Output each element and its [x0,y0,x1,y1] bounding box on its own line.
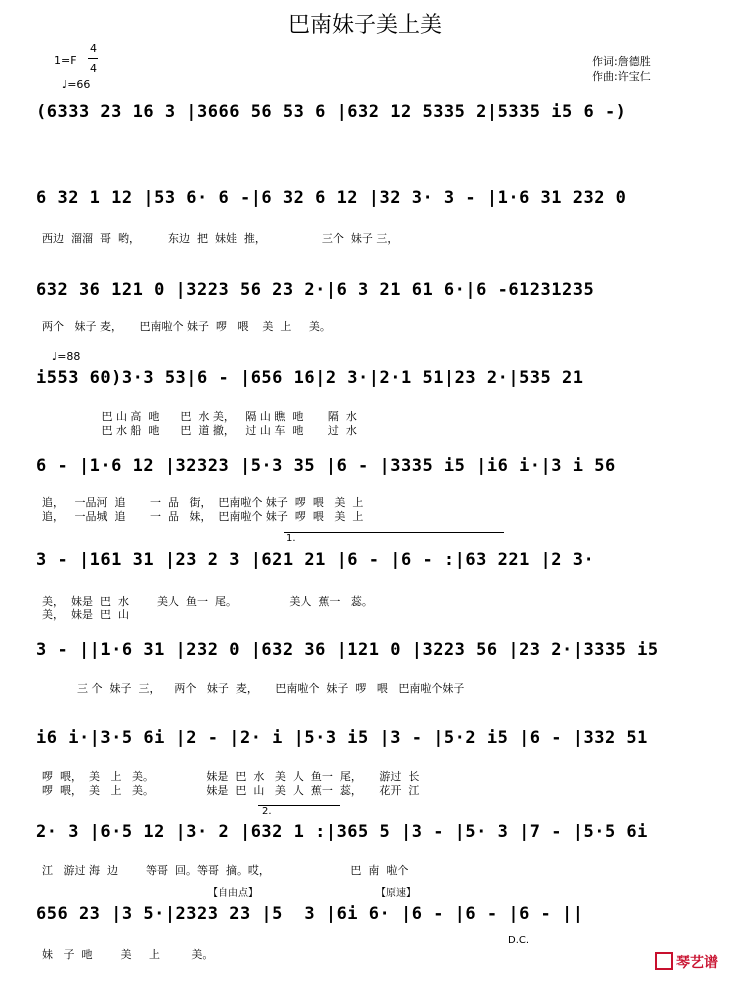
original-tempo-mark: 【原速】 [376,888,416,899]
lyric-line-verse-1: 美， 妹是 巴 水 美人 鱼一 尾。 美人 蕉一 蕊。 [42,595,373,608]
score-line-notes: 632 36 121 0 |3223 56 23 2·|6 3 21 61 6·|6 -61231235 [36,280,595,300]
score-line-notes: 3 - ||1·6 31 |232 0 |632 36 |121 0 |3223 56 |23 2·|3335 i5 [36,640,659,660]
score-line-notes: 6 32 1 12 |53 6· 6 -|6 32 6 12 |32 3· 3 - |1·6 31 232 0 [36,188,627,208]
score-line-notes: (6333 23 16 3 |3666 56 53 6 |632 12 5335 2|5335 i5 6 -) [36,102,627,122]
logo-icon [655,952,673,970]
key-signature: 1=F [54,54,77,67]
score-line-notes: 2· 3 |6·5 12 |3· 2 |632 1 :|365 5 |3 - |5· 3 |7 - |5·5 6i [36,822,648,842]
score-line-notes: 656 23 |3 5·|2323 23 |5 3 |6i 6· |6 - |6 - |6 - || [36,904,584,924]
volta-2-bracket [258,805,340,806]
tempo-marking: ♩=66 [62,78,91,91]
page-title: 巴南妹子美上美 [287,13,442,38]
site-logo: 琴艺谱 [655,952,718,972]
score-line-notes: 6 - |1·6 12 |32323 |5·3 35 |6 - |3335 i5 |i6 i·|3 i 56 [36,456,616,476]
lyric-line-verse-2: 美， 妹是 巴 山 [42,608,129,621]
time-signature-divider [88,58,98,59]
volta-1-bracket [284,532,504,533]
lyric-line-verse-1: 啰 喂， 美 上 美。 妹是 巴 水 美 人 鱼一 尾， 游过 长 [42,770,420,783]
composer-credit: 作曲:许宝仁 [592,70,651,83]
lyric-line: 西边 溜溜 哥 哟， 东边 把 妹娃 推， 三个 妹子 三， [42,232,399,245]
lyric-line-verse-1: 追， 一品河 追 一 品 街， 巴南啦个 妹子 啰 喂 美 上 [42,496,364,509]
da-capo-mark: D.C. [508,935,530,946]
time-signature-top: 4 [90,42,97,55]
score-line-notes: i553 60)3·3 53|6 - |656 16|2 3·|2·1 51|23 2·|535 21 [36,368,584,388]
lyric-line-verse-2: 巴 水 船 吔 巴 道 撤， 过 山 车 吔 过 水 [42,424,357,437]
volta-1-mark: 1. [286,533,296,544]
score-line-notes: i6 i·|3·5 6i |2 - |2· i |5·3 i5 |3 - |5·2 i5 |6 - |332 51 [36,728,648,748]
tempo-marking-2: ♩=88 [52,350,81,363]
credits [592,54,651,84]
lyric-line-verse-2: 追， 一品城 追 一 品 妹， 巴南啦个 妹子 啰 喂 美 上 [42,510,364,523]
lyricist-credit: 作词:詹德胜 [592,55,651,68]
time-signature-bottom: 4 [90,62,97,75]
lyric-line-verse-1: 巴 山 高 吔 巴 水 美， 隔 山 瞧 吔 隔 水 [42,410,357,423]
volta-2-mark: 2. [262,806,272,817]
lyric-line: 两个 妹子 麦， 巴南啦个 妹子 啰 喂 美 上 美。 [42,320,331,333]
lyric-line: 妹 子 吔 美 上 美。 [42,948,214,961]
free-tempo-mark: 【自由点】 [208,888,258,899]
lyric-line: 三 个 妹子 三， 两个 妹子 麦， 巴南啦个 妹子 啰 喂 巴南啦个妹子 [42,682,465,695]
lyric-line: 江 游过 海 边 等哥 回。等哥 摘。哎， 巴 南 啦个 [42,864,409,877]
score-line-notes: 3 - |161 31 |23 2 3 |621 21 |6 - |6 - :|63 221 |2 3· [36,550,595,570]
lyric-line-verse-2: 啰 喂， 美 上 美。 妹是 巴 山 美 人 蕉一 蕊， 花开 江 [42,784,420,797]
